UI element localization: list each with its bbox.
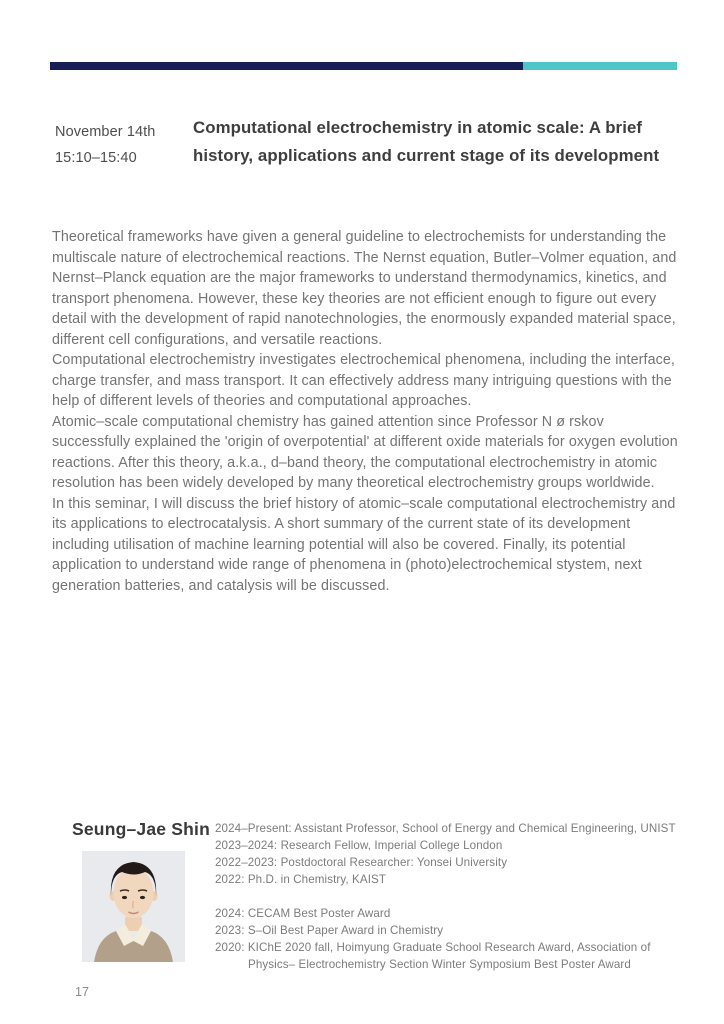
speaker-portrait-photo xyxy=(82,851,185,962)
award-item-3: 2020: KIChE 2020 fall, Hoimyung Graduate School Research Award, Association of Physics– Electrochemistry Section Winter Symposium Best Poster Award xyxy=(215,941,651,971)
cv-item-2: 2023–2024: Research Fellow, Imperial College London xyxy=(215,839,503,852)
cv-item-1: 2024–Present: Assistant Professor, School of Energy and Chemical Engineering, UNIST xyxy=(215,822,676,835)
abstract-paragraph-1: Theoretical frameworks have given a general guideline to electrochemists for understanding the multiscale nature of electrochemical reactions. The Nernst equation, Butler–Volmer equation, and Nernst–Planck equation are the major frameworks to understand thermodynamics, kinetics, and transport phenomena. However, these key theories are not efficient enough to figure out every detail with the development of rapid nanotechnologies, the enormously expanded material space, different cell configurations, and versatile reactions. xyxy=(52,229,677,348)
accent-bar-teal-segment xyxy=(523,62,677,70)
award-item-2: 2023: S–Oil Best Paper Award in Chemistry xyxy=(215,924,444,937)
cv-list xyxy=(215,820,715,888)
session-datetime xyxy=(55,119,155,171)
abstract-paragraph-4: In this seminar, I will discuss the brief history of atomic–scale computational electrochemistry and its applications to electrocatalysis. A short summary of the current state of its development including utilisation of machine learning potential will also be covered. Finally, its potential application to understand wide range of phenomena in (photo)electrochemical stystem, next generation batteries, and catalysis will be discussed. xyxy=(52,495,676,594)
cv-item-3: 2022–2023: Postdoctoral Researcher: Yonsei University xyxy=(215,856,508,869)
session-time: 15:10–15:40 xyxy=(55,150,137,166)
session-date: November 14th xyxy=(55,124,156,140)
abstract-paragraph-2: Computational electrochemistry investigates electrochemical phenomena, including the interface, charge transfer, and mass transport. It can effectively address many intriguing questions with the help of different levels of theories and computational approaches. xyxy=(52,352,676,409)
speaker-cv xyxy=(215,820,715,973)
cv-item-4: 2022: Ph.D. in Chemistry, KAIST xyxy=(215,873,387,886)
award-list xyxy=(215,905,670,973)
award-item-1: 2024: CECAM Best Poster Award xyxy=(215,907,391,920)
header-accent-bar xyxy=(50,62,677,70)
session-title: Computational electrochemistry in atomic scale: A brief history, applications and current stage of its development xyxy=(193,118,660,165)
abstract-paragraph-3: Atomic–scale computational chemistry has gained attention since Professor N ø rskov successfully explained the 'origin of overpotential' at different oxide materials for oxygen evolution reactions. After this theory, a.k.a., d–band theory, the computational electrochemistry in atomic resolution has been widely developed by many theoretical electrochemistry groups worldwide. xyxy=(52,413,678,491)
speaker-name: Seung–Jae Shin xyxy=(72,819,210,839)
accent-bar-navy-segment xyxy=(50,62,523,70)
abstract-text xyxy=(52,227,678,596)
portrait-illustration xyxy=(82,851,185,962)
page-number: 17 xyxy=(75,985,89,999)
